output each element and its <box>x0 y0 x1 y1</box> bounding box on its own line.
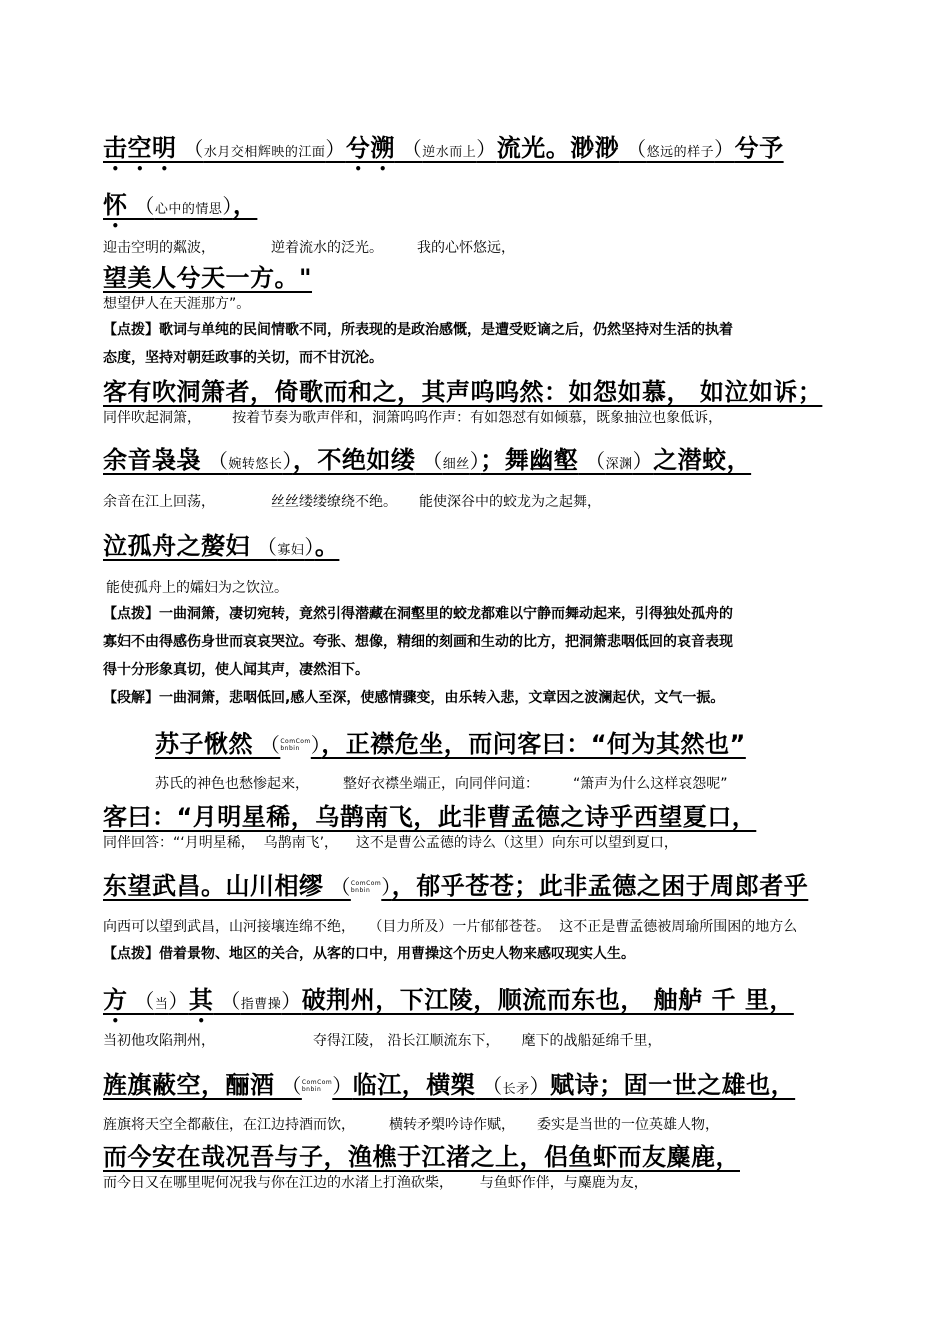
text-segment: 。 <box>314 532 340 560</box>
annotation: 寡妇 <box>277 543 305 558</box>
translation-segment: 整好衣襟坐端正，向同伴问道： <box>343 776 539 792</box>
garbled-annotation: ComCom bnbin <box>280 738 311 752</box>
commentary-text: 【点拨】一曲洞箫，凄切宛转，竟然引得潜藏在洞壑里的蛟龙都难以宁静而舞动起来，引得独处孤舟的 <box>103 606 733 622</box>
annotation: 长矛 <box>502 1082 530 1097</box>
translation-segment: 我的心怀悠远， <box>417 240 515 256</box>
translation-segment: 迎击空明的粼波， <box>103 240 215 256</box>
commentary-text: 得十分形象真切，使人闻其声，凄然泪下。 <box>103 662 369 678</box>
translation-line-6 <box>155 773 728 793</box>
translation-segment: 能使深谷中的蛟龙为之起舞， <box>419 494 601 510</box>
text-line-4: 客有吹洞箫者，倚歌而和之，其声呜呜然：如怨如慕， 如泣如诉； <box>103 378 823 406</box>
translation-segment: 丝丝缕缕缭绕不绝。 <box>271 494 397 510</box>
annotation: 当 <box>154 997 169 1012</box>
paragraph-summary: 【段解】一曲洞箫，悲咽低回,感人至深，使感情骤变，由乐转入悲，文章因之波澜起伏，文气一振。 <box>103 690 725 706</box>
text-line-8: 客曰：“月明星稀，乌鹊南飞，此非曹孟德之诗乎西望夏口， <box>103 803 757 831</box>
text-segment: 泣孤舟之嫠妇 <box>103 532 250 560</box>
translation-line-1 <box>103 237 515 257</box>
annotation: 悠远的样子 <box>646 145 715 160</box>
commentary-text: 态度，坚持对朝廷政事的关切，而不甘沉沦。 <box>103 350 383 366</box>
translation-segment: 夺得江陵， 沿长江顺流东下， <box>313 1033 500 1049</box>
garbled-annotation: ComCom bnbin <box>301 1079 333 1093</box>
translation-line-5: 能使孤舟上的孀妇为之饮泣。 <box>106 580 288 596</box>
translation-segment: 当初他攻陷荆州， <box>103 1033 215 1049</box>
commentary-text: 【点拨】歌词与单纯的民间情歌不同，所表现的是政治感慨，是遭受贬谪之后，仍然坚持对生活的执着 <box>103 322 733 338</box>
text-segment: 东望武昌。山川相缪 <box>103 872 324 900</box>
translation-segment: 旌旗将天空全都蔽住，在江边持酒而饮， <box>103 1117 355 1133</box>
text-line-3: 望美人兮天一方。" <box>103 264 313 292</box>
annotation: 婉转悠长 <box>228 457 283 472</box>
garbled-annotation: ComCom bnbin <box>350 880 382 894</box>
annotation: 逆水而上 <box>422 145 477 160</box>
commentary-text: 寡妇不由得感伤身世而哀哀哭泣。夸张、想像，精细的刻画和生动的比方，把洞箫悲咽低回的哀音表现 <box>103 634 733 650</box>
translation-line-7: 同伴回答：“‘月明星稀， 乌鹊南飞’， 这不是曹公孟德的诗么（这里）向东可以望到夏口， <box>103 835 678 851</box>
text-line-1: 击空明 （水月交相辉映的江面）兮溯 （逆水而上）流光。渺渺 （悠远的样子）兮予 <box>103 134 784 162</box>
annotation: 深渊 <box>605 457 633 472</box>
translation-segment: 麾下的战船延绵千里， <box>521 1033 662 1049</box>
annotation: 心中的情思 <box>154 202 223 217</box>
translation-line-4 <box>103 491 601 511</box>
text-line-9: 东望武昌。山川相缪 （ComCom bnbin ），郁乎苍苍；此非孟德之困于周郎者乎 <box>103 872 809 900</box>
text-segment: ，正襟危坐，而问客曰：“何为其然也” <box>321 730 746 758</box>
text-segment: 余音袅袅 <box>103 446 201 474</box>
text-segment: ；舞幽壑 <box>480 446 579 474</box>
text-segment: 苏子愀然 <box>155 730 253 758</box>
translation-line-2: 想望伊人在天涯那方”。 <box>103 296 251 312</box>
translation-line-10 <box>103 1114 719 1134</box>
text-line-12: 而今安在哉况吾与子，渔樵于江渚之上，侣鱼虾而友麋鹿， <box>103 1143 740 1171</box>
annotation: 细丝 <box>442 457 470 472</box>
translation-segment: 委实是当世的一位英雄人物， <box>537 1117 719 1133</box>
text-segment: 方 <box>103 986 128 1014</box>
annotation: 指曹操 <box>240 997 282 1012</box>
translation-segment: “箫声为什么这样哀怨呢” <box>573 776 728 792</box>
text-segment: 其 <box>188 986 214 1014</box>
text-segment: 旌旗蔽空，酾酒 <box>103 1071 275 1099</box>
translation-line-8: 向西可以望到武昌，山河接壤连绵不绝， （目力所及）一片郁郁苍苍。 这不正是曹孟德被周瑜所围困的地方么 <box>103 919 798 935</box>
translation-segment: 苏氏的神色也愁惨起来， <box>155 776 309 792</box>
text-segment: 之潜蛟， <box>653 446 752 474</box>
text-segment: 怀 <box>103 191 128 219</box>
commentary-note <box>103 940 635 968</box>
text-line-5: 余音袅袅 （婉转悠长），不绝如缕 （细丝）；舞幽壑 （深渊）之潜蛟， <box>103 446 752 474</box>
text-line-6: 泣孤舟之嫠妇 （寡妇）。 <box>103 532 340 560</box>
text-segment: 流光。渺渺 <box>496 134 620 162</box>
commentary-note <box>103 600 733 712</box>
text-segment: ，郁乎苍苍；此非孟德之困于周郎者乎 <box>391 872 809 900</box>
text-segment: 破荆州，下江陵，顺流而东也， 舳舻 千 里， <box>301 986 794 1014</box>
translation-segment: 横转矛槊吟诗作赋， <box>389 1117 515 1133</box>
translation-segment: 余音在江上回荡， <box>103 494 215 510</box>
text-segment: 赋诗；固一世之雄也， <box>550 1071 796 1099</box>
translation-segment: 逆着流水的泛光。 <box>271 240 383 256</box>
text-segment: 击空明 <box>103 134 177 162</box>
text-segment: ， <box>232 191 258 219</box>
text-segment: ，不绝如缕 <box>292 446 416 474</box>
text-segment: 临江，横槊 <box>352 1071 476 1099</box>
text-line-2: 怀 （心中的情思）， <box>103 191 258 219</box>
text-line-10: 方 （当）其 （指曹操）破荆州，下江陵，顺流而东也， 舳舻 千 里， <box>103 986 794 1014</box>
text-segment: 兮溯 <box>345 134 395 162</box>
text-line-7: 苏子愀然 （ComCom bnbin ），正襟危坐，而问客曰：“何为其然也” <box>155 730 746 758</box>
annotation: 水月交相辉映的江面 <box>203 145 326 160</box>
translation-line-11: 而今日又在哪里呢何况我与你在江边的水渚上打渔砍柴， 与鱼虾作伴，与麋鹿为友， <box>103 1175 648 1191</box>
commentary-note <box>103 316 733 372</box>
translation-line-3: 同伴吹起洞箫， 按着节奏为歌声伴和，洞箫呜呜作声：有如怨怼有如倾慕，既象抽泣也象低诉， <box>103 410 723 426</box>
commentary-text: 【点拨】借着景物、地区的关合，从客的口中，用曹操这个历史人物来感叹现实人生。 <box>103 946 635 962</box>
translation-line-9 <box>103 1030 661 1050</box>
text-segment: 兮予 <box>734 134 784 162</box>
text-line-11: 旌旗蔽空，酾酒 （ComCom bnbin ）临江，横槊 （长矛）赋诗；固一世之雄也， <box>103 1071 796 1099</box>
